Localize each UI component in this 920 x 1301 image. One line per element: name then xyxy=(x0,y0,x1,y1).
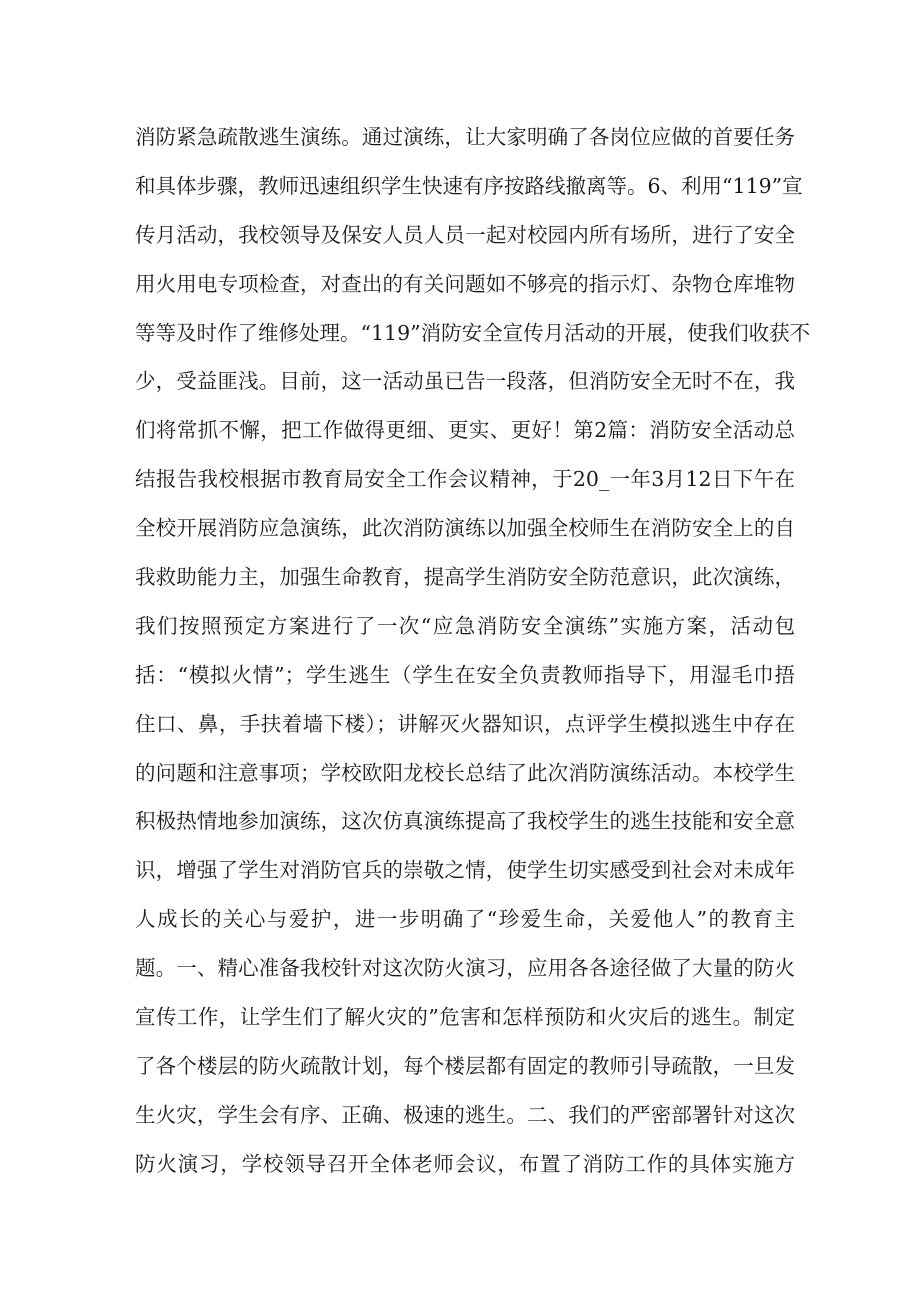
text-line: 等等及时作了维修处理。“119”消防安全宣传月活动的开展，使我们收获不 xyxy=(135,320,811,345)
text-line: 结报告我校根据市教育局安全工作会议精神，于20_一年3月12日下午在 xyxy=(135,467,795,492)
text-line: 传月活动，我校领导及保安人员人员一起对校园内所有场所，进行了安全 xyxy=(135,222,795,247)
text-line: 积极热情地参加演练，这次仿真演练提高了我校学生的逃生技能和安全意 xyxy=(135,809,795,834)
text-line: 和具体步骤，教师迅速组织学生快速有序按路线撤离等。6、利用“119”宣 xyxy=(135,173,803,198)
text-line: 消防紧急疏散逃生演练。通过演练，让大家明确了各岗位应做的首要任务 xyxy=(135,125,795,149)
text-line: 的问题和注意事项；学校欧阳龙校长总结了此次消防演练活动。本校学生 xyxy=(135,760,795,785)
text-line: 了各个楼层的防火疏散计划，每个楼层都有固定的教师引导疏散，一旦发 xyxy=(135,1053,795,1078)
text-line: 全校开展消防应急演练，此次消防演练以加强全校师生在消防安全上的自 xyxy=(135,516,795,541)
body-text xyxy=(135,113,811,1189)
text-line: 我们按照预定方案进行了一次“应急消防安全演练”实施方案，活动包 xyxy=(135,613,795,638)
text-line: 们将常抓不懈，把工作做得更细、更实、更好！第2篇：消防安全活动总 xyxy=(135,418,795,443)
text-line: 生火灾，学生会有序、正确、极速的逃生。二、我们的严密部署针对这次 xyxy=(135,1102,795,1127)
text-line: 人成长的关心与爱护，进一步明确了“珍爱生命，关爱他人”的教育主 xyxy=(135,907,795,932)
text-line: 住口、鼻，手扶着墙下楼）；讲解灭火器知识，点评学生模拟逃生中存在 xyxy=(135,711,795,736)
text-line: 题。一、精心准备我校针对这次防火演习，应用各各途径做了大量的防火 xyxy=(135,956,795,981)
text-line: 括：“模拟火情”；学生逃生（学生在安全负责教师指导下，用湿毛巾捂 xyxy=(135,662,795,687)
text-line: 用火用电专项检查，对查出的有关问题如不够亮的指示灯、杂物仓库堆物 xyxy=(135,271,795,296)
text-line: 少，受益匪浅。目前，这一活动虽已告一段落，但消防安全无时不在，我 xyxy=(135,369,795,394)
text-line: 宣传工作，让学生们了解火灾的”危害和怎样预防和火灾后的逃生。制定 xyxy=(135,1005,795,1030)
text-line: 防火演习，学校领导召开全体老师会议，布置了消防工作的具体实施方 xyxy=(135,1151,795,1176)
text-line: 识，增强了学生对消防官兵的崇敬之情，使学生切实感受到社会对未成年 xyxy=(135,858,795,883)
text-line: 我救助能力主，加强生命教育，提高学生消防安全防范意识，此次演练， xyxy=(135,565,795,590)
